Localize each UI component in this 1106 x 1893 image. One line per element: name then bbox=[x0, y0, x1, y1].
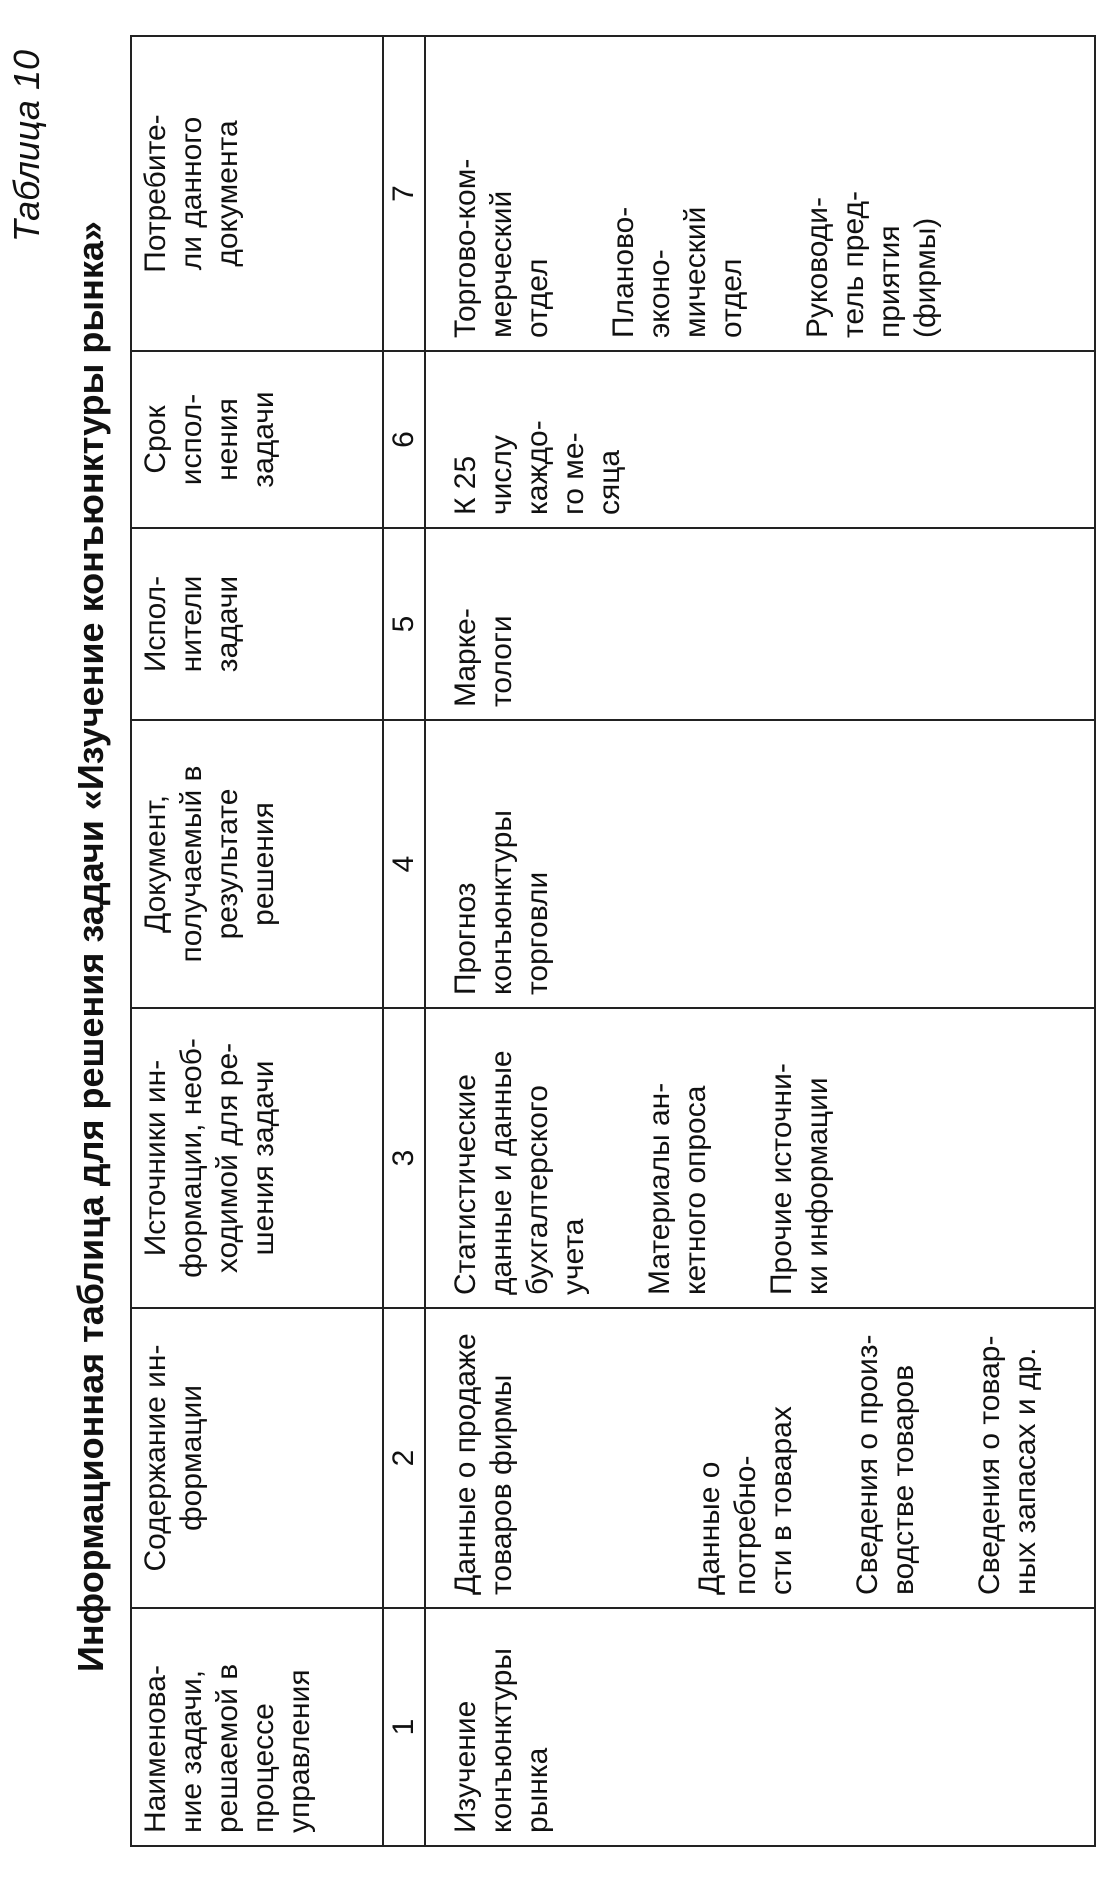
cell-line: отдел bbox=[715, 258, 748, 338]
cell-line: торговли bbox=[521, 871, 554, 995]
column-header-3 bbox=[131, 1008, 383, 1308]
column-header-5 bbox=[131, 528, 383, 720]
cell-line: Изучение bbox=[449, 1700, 482, 1833]
header-line: ли данного bbox=[175, 116, 208, 271]
header-line: решаемой в bbox=[211, 1663, 244, 1833]
header-line: испол- bbox=[175, 393, 208, 486]
header-line: ние задачи, bbox=[175, 1669, 208, 1833]
column-number-1: 1 bbox=[383, 1608, 425, 1846]
header-line: задачи bbox=[247, 391, 280, 488]
list-item bbox=[448, 364, 628, 515]
cell-line: Торгово-ком- bbox=[449, 158, 482, 338]
cell-line: кетного опроса bbox=[679, 1085, 712, 1295]
column-header-6 bbox=[131, 351, 383, 528]
cell-line: бухгалтерского bbox=[521, 1085, 554, 1295]
list-item bbox=[972, 1321, 1044, 1595]
cell-line: Сведения о произ- bbox=[851, 1334, 884, 1595]
list-item bbox=[850, 1321, 922, 1595]
list-item bbox=[606, 49, 750, 338]
column-number-6: 6 bbox=[383, 351, 425, 528]
table-row bbox=[425, 36, 1095, 1846]
header-line: Источники ин- bbox=[139, 1059, 172, 1257]
header-line: нители bbox=[175, 575, 208, 673]
cell-line: конъюнктуры bbox=[485, 810, 518, 995]
table-cell bbox=[425, 528, 1095, 720]
cell-line: сти в товарах bbox=[765, 1406, 798, 1595]
column-number-2: 2 bbox=[383, 1308, 425, 1608]
table-cell bbox=[425, 720, 1095, 1008]
list-item bbox=[448, 1321, 520, 1595]
column-header-7 bbox=[131, 36, 383, 351]
table-cell bbox=[425, 1008, 1095, 1308]
cell-line: тологи bbox=[485, 615, 518, 707]
list-item bbox=[642, 1021, 714, 1295]
header-line: Документ, bbox=[139, 794, 172, 934]
cell-line: Статистические bbox=[449, 1074, 482, 1295]
cell-line: К 25 bbox=[449, 455, 482, 515]
cell-line: (фирмы) bbox=[909, 217, 942, 338]
cell-line: Прочие источни- bbox=[765, 1063, 798, 1295]
header-line: результате bbox=[211, 788, 244, 940]
column-header-1 bbox=[131, 1608, 383, 1846]
cell-line: данные и данные bbox=[485, 1050, 518, 1295]
cell-line: Планово- bbox=[607, 206, 640, 338]
column-number-row bbox=[383, 36, 425, 1846]
cell-line: ных запасах и др. bbox=[1009, 1347, 1042, 1595]
table-cell bbox=[425, 351, 1095, 528]
cell-line: приятия bbox=[873, 225, 906, 338]
column-header-2 bbox=[131, 1308, 383, 1608]
header-line: нения bbox=[211, 398, 244, 481]
cell-line: отдел bbox=[521, 258, 554, 338]
list-item bbox=[800, 49, 944, 338]
table-caption: Таблица 10 bbox=[6, 50, 47, 243]
cell-line: сяца bbox=[593, 449, 626, 515]
cell-line: мический bbox=[679, 206, 712, 338]
list-item bbox=[448, 733, 556, 995]
list-item bbox=[448, 1621, 556, 1833]
cell-line: Данные о продаже bbox=[449, 1333, 482, 1595]
list-item bbox=[448, 541, 520, 707]
list-item bbox=[448, 1021, 592, 1295]
header-line: задачи bbox=[211, 575, 244, 673]
cell-line: Сведения о товар- bbox=[973, 1335, 1006, 1595]
cell-line: товаров фирмы bbox=[485, 1374, 518, 1595]
list-item bbox=[692, 1321, 800, 1595]
cell-line: эконо- bbox=[643, 249, 676, 338]
header-line: Срок bbox=[139, 405, 172, 474]
list-item bbox=[448, 49, 556, 338]
cell-line: рынка bbox=[521, 1747, 554, 1833]
header-line: документа bbox=[211, 120, 244, 267]
cell-line: Марке- bbox=[449, 608, 482, 707]
column-number-5: 5 bbox=[383, 528, 425, 720]
header-line: шения задачи bbox=[247, 1060, 280, 1256]
header-line: формации, необ- bbox=[175, 1038, 208, 1278]
header-line: процессе bbox=[247, 1703, 280, 1833]
cell-line: Прогноз bbox=[449, 882, 482, 995]
table-cell bbox=[425, 36, 1095, 351]
column-number-7: 7 bbox=[383, 36, 425, 351]
header-line: Содержание ин- bbox=[139, 1344, 172, 1572]
cell-line: тель пред- bbox=[837, 190, 870, 338]
table-cell bbox=[425, 1308, 1095, 1608]
column-header-4 bbox=[131, 720, 383, 1008]
cell-line: числу bbox=[485, 435, 518, 515]
header-line: формации bbox=[175, 1384, 208, 1532]
header-line: Потребите- bbox=[139, 114, 172, 273]
cell-line: водстве товаров bbox=[887, 1364, 920, 1595]
cell-line: Данные о потребно- bbox=[693, 1455, 762, 1595]
table-cell bbox=[425, 1608, 1095, 1846]
cell-line: конъюнктуры bbox=[485, 1648, 518, 1833]
header-line: Наименова- bbox=[139, 1665, 172, 1833]
column-number-4: 4 bbox=[383, 720, 425, 1008]
header-line: получаемый в bbox=[175, 765, 208, 963]
header-line: решения bbox=[247, 802, 280, 926]
cell-line: Материалы ан- bbox=[643, 1082, 676, 1295]
header-line: ходимой для ре- bbox=[211, 1042, 244, 1274]
cell-line: мерческий bbox=[485, 190, 518, 338]
list-item bbox=[764, 1021, 836, 1295]
column-number-3: 3 bbox=[383, 1008, 425, 1308]
cell-line: го ме- bbox=[557, 432, 590, 515]
cell-line: Руководи- bbox=[801, 196, 834, 338]
header-row bbox=[131, 36, 383, 1846]
cell-line: каждо- bbox=[521, 420, 554, 515]
info-table bbox=[130, 35, 1096, 1847]
table-title: Информационная таблица для решения задачи «Изучение конъюнктуры рынка» bbox=[70, 221, 111, 1672]
cell-line: ки информации bbox=[801, 1077, 834, 1295]
header-line: управления bbox=[283, 1669, 316, 1833]
cell-line: учета bbox=[557, 1218, 590, 1295]
header-line: Испол- bbox=[139, 575, 172, 673]
